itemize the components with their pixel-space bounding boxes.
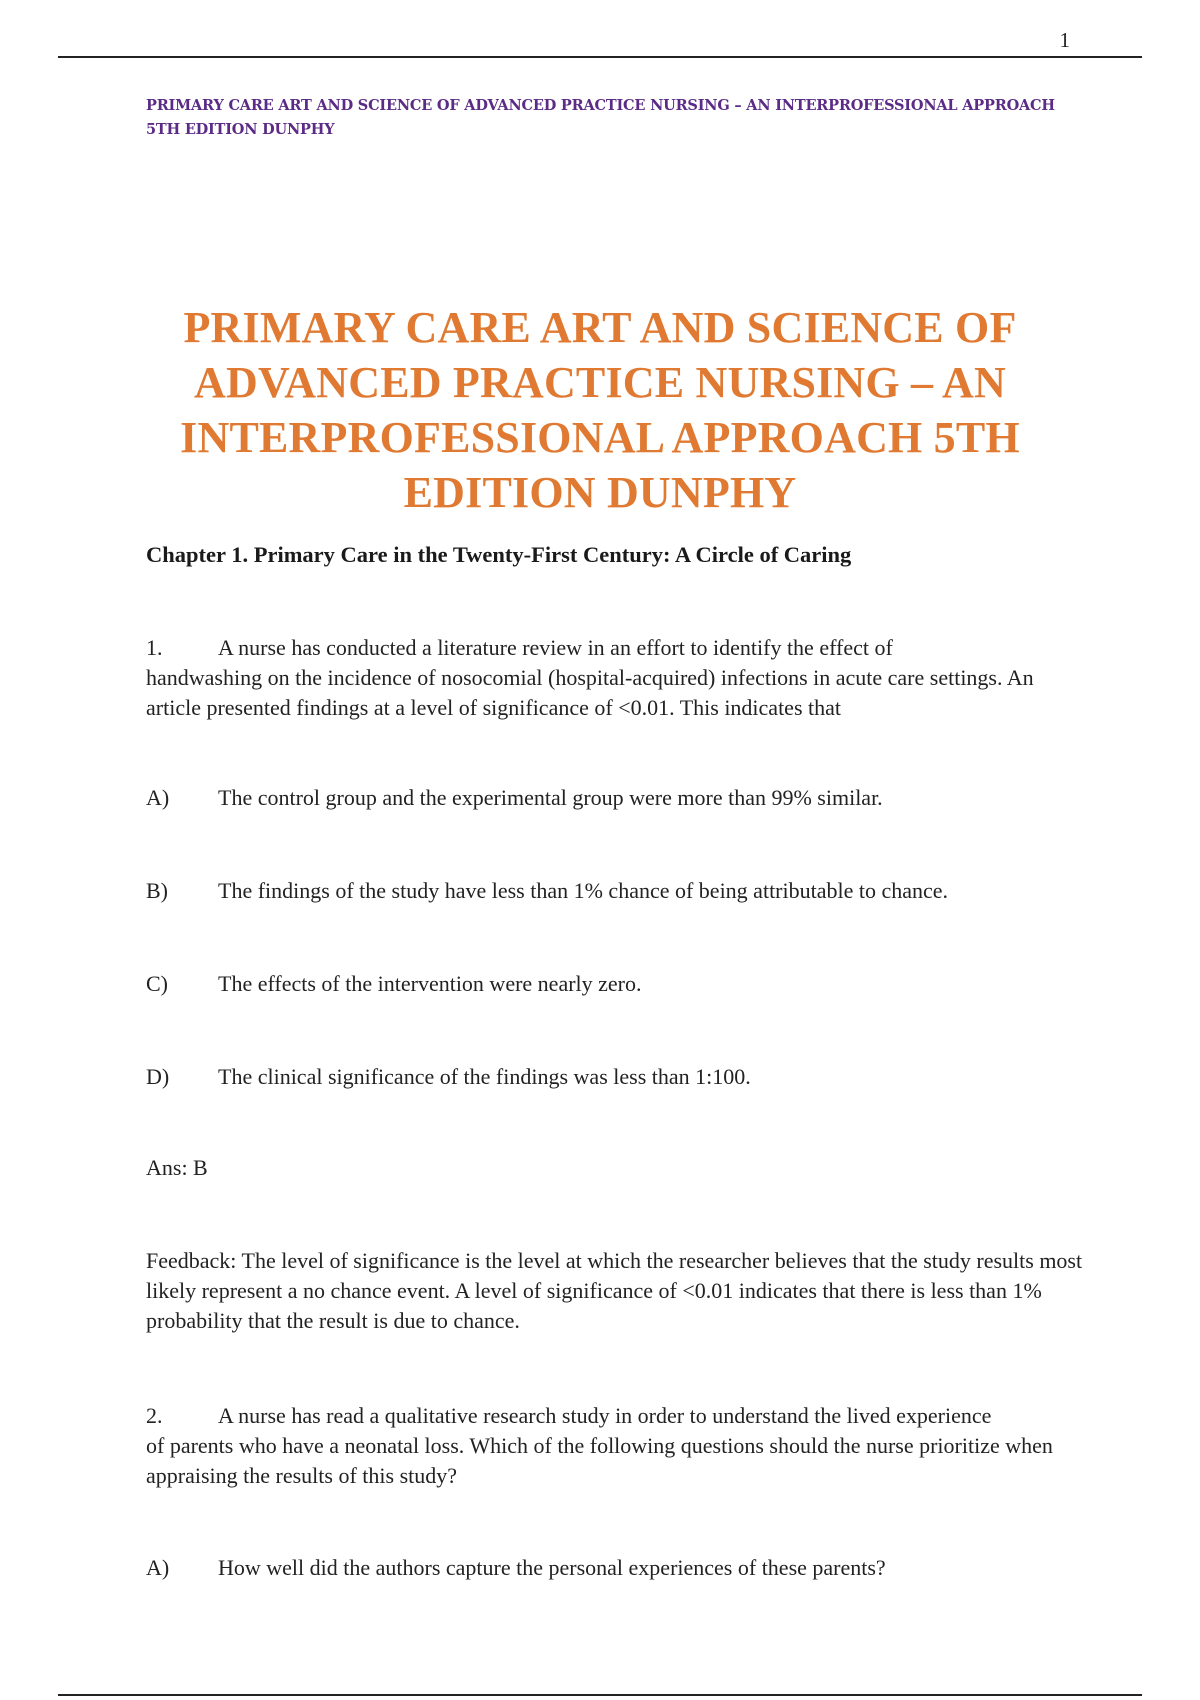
option-text: The effects of the intervention were nearly zero. xyxy=(218,971,642,996)
question-first-line xyxy=(146,633,1086,663)
option-letter: C) xyxy=(146,971,168,996)
document-title xyxy=(140,300,1060,520)
question-number: 2. xyxy=(146,1403,163,1428)
answer-option xyxy=(146,783,1086,813)
option-letter: B) xyxy=(146,878,168,903)
question-stem xyxy=(146,633,1086,723)
page-number: 1 xyxy=(1059,28,1070,52)
answer-option xyxy=(146,876,1086,906)
bottom-rule xyxy=(58,1694,1142,1696)
answer-option xyxy=(146,1062,1086,1092)
question-number: 1. xyxy=(146,635,163,660)
question-stem xyxy=(146,1401,1086,1491)
title-line: INTERPROFESSIONAL APPROACH 5TH xyxy=(180,413,1020,462)
option-letter: A) xyxy=(146,1555,170,1580)
running-header: PRIMARY CARE ART AND SCIENCE OF ADVANCED PRACTICE NURSING – AN INTERPROFESSIONAL APPROACH 5TH EDITION DUNPHY xyxy=(146,97,1055,138)
question-stem-rest: handwashing on the incidence of nosocomial (hospital-acquired) infections in acute care settings. An article presented findings at a level of significance of <0.01. This indicates that xyxy=(146,665,1034,720)
option-text: The clinical significance of the findings was less than 1:100. xyxy=(218,1064,751,1089)
question-first-line xyxy=(146,1401,1086,1431)
answer-option xyxy=(146,969,1086,999)
chapter-heading: Chapter 1. Primary Care in the Twenty-First Century: A Circle of Caring xyxy=(146,542,852,567)
option-letter: A) xyxy=(146,785,170,810)
option-text: The findings of the study have less than 1% chance of being attributable to chance. xyxy=(218,878,949,903)
title-line: PRIMARY CARE ART AND SCIENCE OF xyxy=(183,303,1017,352)
option-text: The control group and the experimental group were more than 99% similar. xyxy=(218,785,883,810)
option-text: How well did the authors capture the personal experiences of these parents? xyxy=(218,1555,886,1580)
answer-option xyxy=(146,1553,1086,1583)
option-letter: D) xyxy=(146,1064,170,1089)
question-stem-first: A nurse has conducted a literature review in an effort to identify the effect of xyxy=(218,635,893,660)
top-rule xyxy=(58,56,1142,58)
title-line: EDITION DUNPHY xyxy=(403,468,797,517)
question-stem-rest: of parents who have a neonatal loss. Which of the following questions should the nurse prioritize when appraising the results of this study? xyxy=(146,1433,1053,1488)
feedback: Feedback: The level of significance is the level at which the researcher believes that the study results most likely represent a no chance event. A level of significance of <0.01 indicates that there is less than 1% probability that the result is due to chance. xyxy=(146,1248,1083,1333)
question-stem-first: A nurse has read a qualitative research study in order to understand the lived experience xyxy=(218,1403,992,1428)
title-line: ADVANCED PRACTICE NURSING – AN xyxy=(194,358,1006,407)
answer-key: Ans: B xyxy=(146,1155,208,1180)
